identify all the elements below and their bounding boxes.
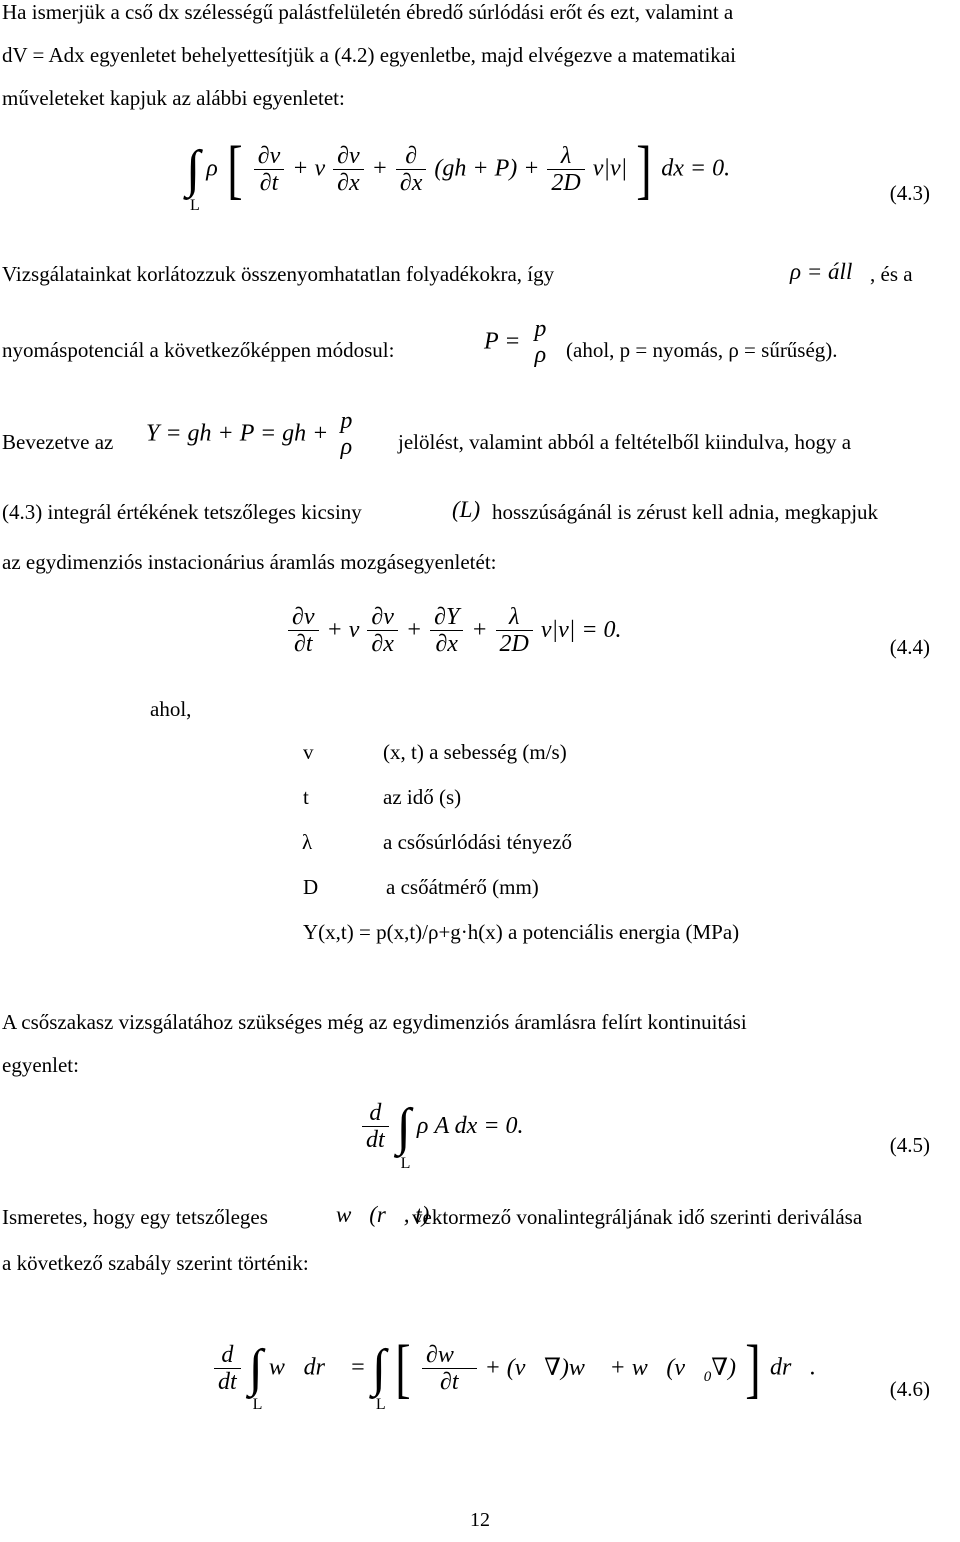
legend-symbol-v: v: [303, 740, 314, 764]
y-definition-formula: Y = gh + P = gh + p ρ: [146, 408, 353, 461]
equation-4-5: $\frac{d}{dt}$ ∫ L ρ A dx = 0.: [360, 1100, 524, 1155]
equation-4-6: $\frac{d}{dt}$ ∫ L w⃗dr⃗ = ∫ L [ $\frac{\partial w⃗}{\partial t}$ + (v⃗∇)w⃗ + $w⃗(v⃗_0\nabla)$ ] dr⃗.: [212, 1336, 816, 1402]
legend-desc-d: a csőátmérő (mm): [386, 875, 539, 899]
legend-desc-t: az idő (s): [383, 785, 462, 809]
equation-number-4-4: (4.4): [889, 635, 930, 659]
paragraph-4-line-1-text: Ismeretes, hogy egy tetszőleges: [2, 1205, 268, 1229]
paragraph-2-line-1-text: Vizsgálatainkat korlátozzuk összenyomhatatlan folyadékokra, így: [2, 262, 555, 286]
paragraph-1-line-1: Ha ismerjük a cső dx szélességű palástfelületén ébredő súrlódási erőt és ezt, valamint a: [2, 0, 734, 24]
paragraph-2-line-3-end: jelölést, valamint abból a feltételből kiindulva, hogy a: [398, 430, 852, 454]
paragraph-2-line-2-text: nyomáspotenciál a következőképpen módosul:: [2, 338, 395, 362]
paragraph-2-line-5: az egydimenziós instacionárius áramlás mozgásegyenletét:: [2, 550, 497, 574]
paragraph-2-line-1-end: , és a: [870, 262, 913, 286]
legend-potential-energy: Y(x,t) = p(x,t)/ρ+g·h(x) a potenciális energia (MPa): [303, 920, 740, 944]
paragraph-2-line-4-end: hosszúságánál is zérust kell adnia, megkapjuk: [492, 500, 879, 524]
paragraph-4-line-2: a következő szabály szerint történik:: [2, 1251, 309, 1275]
legend-symbol-t: t: [303, 785, 309, 809]
length-symbol: (L): [452, 497, 481, 522]
equation-number-4-6: (4.6): [889, 1377, 930, 1401]
paragraph-3-line-2: egyenlet:: [2, 1053, 79, 1077]
paragraph-2-line-3-text: Bevezetve az: [2, 430, 114, 454]
legend-desc-v: (x, t) a sebesség (m/s): [383, 740, 567, 764]
equation-4-3: ∫ L ρ [ $\frac{\partial v}{\partial t}$ + v $\frac{\partial v}{\partial x}$ + $\frac{\partial}{\partial x}$ (gh + P) + $\frac{\lambda}{2D}$ v|v| ] dx = 0.: [186, 133, 731, 214]
legend-intro: ahol,: [150, 697, 192, 721]
paragraph-2-line-4-text: (4.3) integrál értékének tetszőleges kicsiny: [2, 500, 362, 524]
equation-number-4-5: (4.5): [889, 1133, 930, 1157]
paragraph-3-line-1: A csőszakasz vizsgálatához szükséges még az egydimenziós áramlásra felírt kontinuitási: [2, 1010, 747, 1034]
paragraph-1-line-2: dV = Adx egyenletet behelyettesítjük a (4.2) egyenletbe, majd elvégezve a matematikai: [2, 43, 736, 67]
legend-symbol-d: D: [303, 875, 319, 899]
legend-symbol-lambda: λ: [302, 830, 313, 854]
paragraph-2-line-2-note: (ahol, p = nyomás, ρ = sűrűség).: [566, 338, 838, 362]
paragraph-1-line-3: műveleteket kapjuk az alábbi egyenletet:: [2, 86, 345, 110]
rho-constant-formula: ρ = áll: [790, 259, 853, 284]
paragraph-4-line-1-end: vektormező vonalintegráljának idő szerinti deriválása: [412, 1205, 863, 1229]
legend-desc-lambda: a csősúrlódási tényező: [383, 830, 572, 854]
pressure-potential-formula: P = p ρ: [484, 316, 547, 369]
integral-sign: ∫ L: [186, 141, 201, 214]
vector-field-formula: w⃗(r⃗, t): [336, 1202, 430, 1227]
equation-4-4: $\frac{\partial v}{\partial t}$ + v $\frac{\partial v}{\partial x}$ + $\frac{\partial Y}{\partial x}$ + $\frac{\lambda}{2D}$ v|v| = 0.: [286, 604, 622, 659]
page-number: 12: [470, 1509, 490, 1531]
equation-number-4-3: (4.3): [889, 181, 930, 205]
